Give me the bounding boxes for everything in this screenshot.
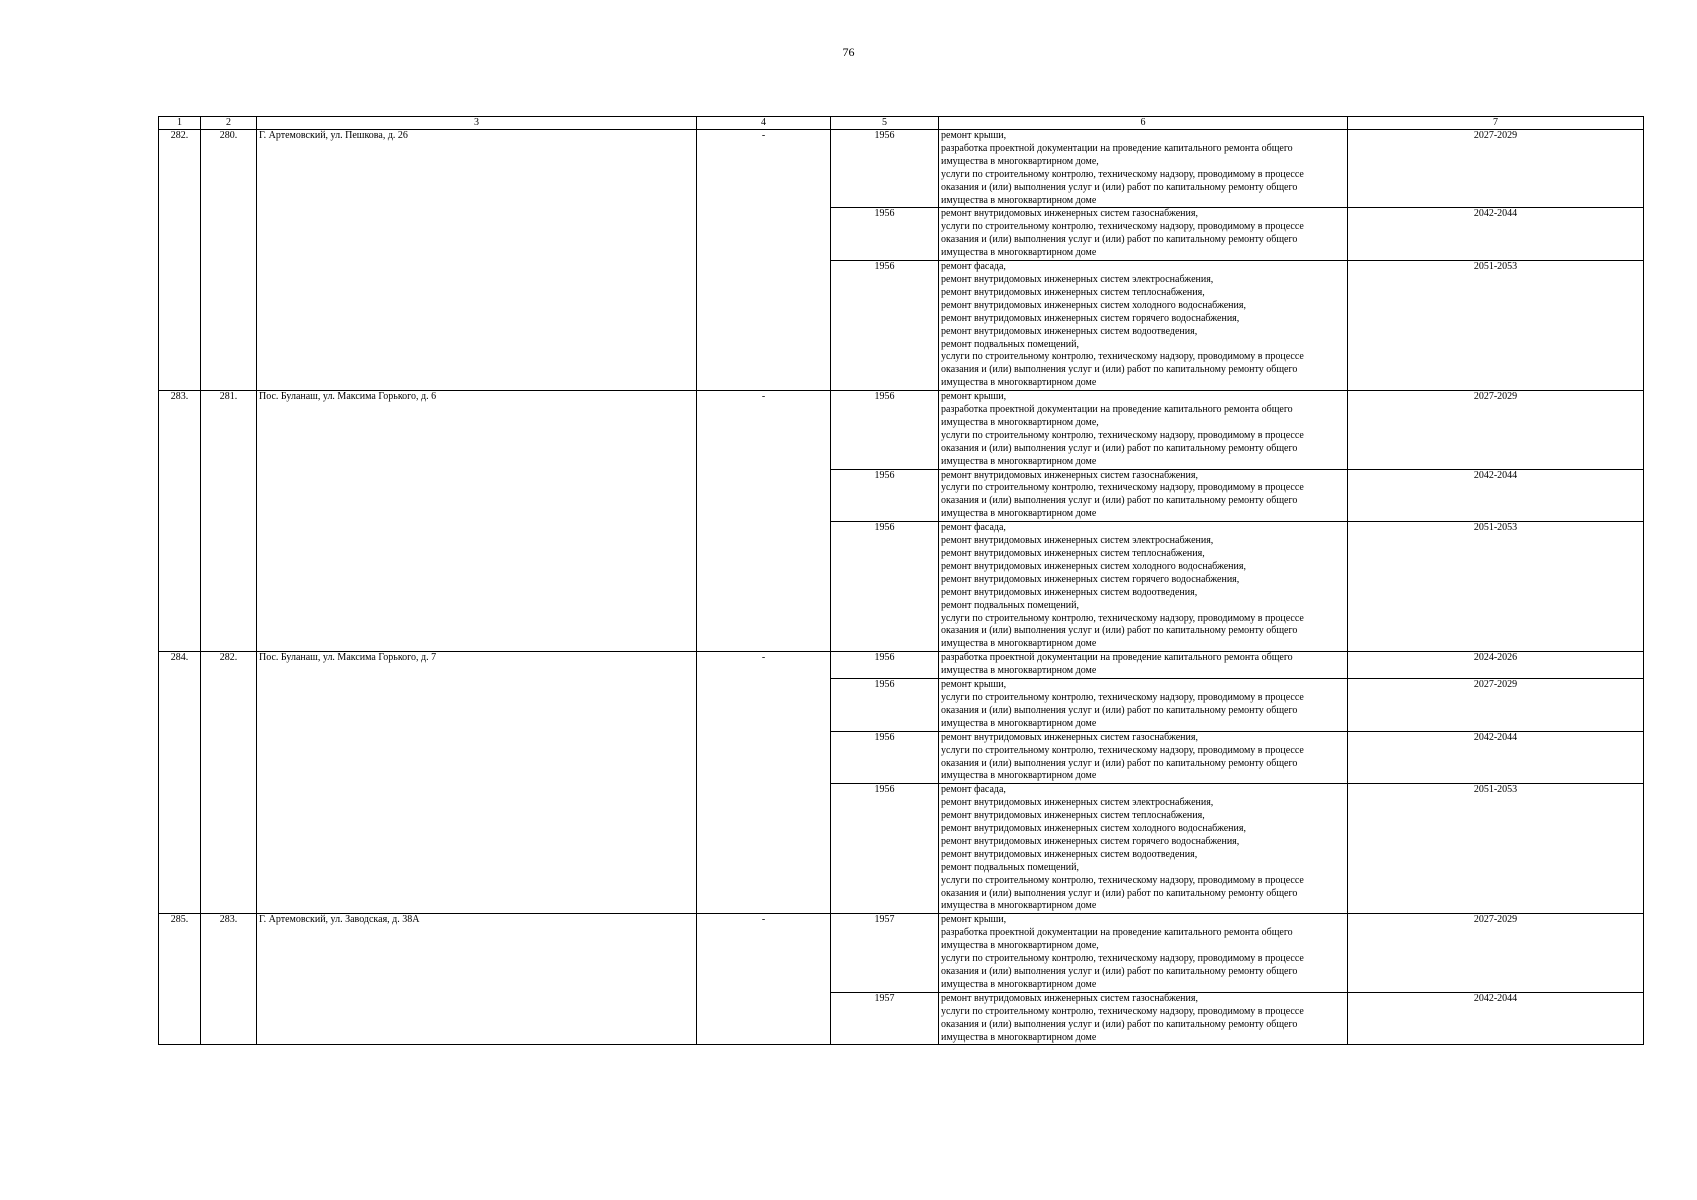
works-cell [939,784,1348,914]
house-number-cell: 283. [201,914,257,1045]
work-item: имущества в многоквартирном доме [941,900,1097,912]
column-header: 6 [939,117,1348,130]
row-number-cell: 285. [159,914,201,1045]
table-row [159,652,1644,679]
work-item: ремонт крыши, [941,914,1007,926]
house-number-cell: 281. [201,391,257,652]
column-header: 3 [257,117,697,130]
works-cell [939,130,1348,208]
year-cell: 1956 [831,522,939,652]
year-cell: 1956 [831,130,939,208]
work-item: ремонт внутридомовых инженерных систем теплоснабжения, [941,548,1205,559]
period-cell: 2051-2053 [1348,522,1644,652]
column-header: 5 [831,117,939,130]
works-cell [939,914,1348,992]
work-item: ремонт внутридомовых инженерных систем газоснабжения, [941,469,1198,481]
period-cell: 2027-2029 [1348,130,1644,208]
work-item: услуги по строительному контролю, техническому надзору, проводимому в процессе [941,612,1304,624]
col4-cell: - [697,391,831,652]
col4-cell: - [697,652,831,914]
work-item: имущества в многоквартирном доме [941,978,1097,990]
year-cell: 1956 [831,261,939,391]
work-item: ремонт внутридомовых инженерных систем холодного водоснабжения, [941,560,1246,572]
period-cell: 2042-2044 [1348,208,1644,261]
work-item: ремонт подвальных помещений, [941,599,1079,611]
work-item: имущества в многоквартирном доме [941,1031,1097,1043]
works-cell [939,652,1348,679]
works-cell [939,469,1348,522]
work-item: оказания и (или) выполнения услуг и (или) работ по капитальному ремонту общего [941,442,1298,454]
work-item: оказания и (или) выполнения услуг и (или) работ по капитальному ремонту общего [941,234,1298,246]
work-item: услуги по строительному контролю, техническому надзору, проводимому в процессе [941,168,1304,180]
page-number: 76 [842,45,855,59]
work-item: разработка проектной документации на проведение капитального ремонта общего [941,927,1293,939]
work-item: ремонт внутридомовых инженерных систем водоотведения, [941,586,1198,598]
period-cell: 2042-2044 [1348,992,1644,1045]
work-item: разработка проектной документации на проведение капитального ремонта общего [941,142,1293,154]
work-item: оказания и (или) выполнения услуг и (или) работ по капитальному ремонту общего [941,757,1298,769]
work-item: ремонт фасада, [941,522,1006,534]
work-item: ремонт внутридомовых инженерных систем газоснабжения, [941,208,1198,220]
year-cell: 1957 [831,914,939,992]
work-item: услуги по строительному контролю, техническому надзору, проводимому в процессе [941,351,1304,363]
works-cell [939,679,1348,732]
work-item: ремонт подвальных помещений, [941,338,1079,350]
column-header: 4 [697,117,831,130]
year-cell: 1956 [831,784,939,914]
period-cell: 2027-2029 [1348,391,1644,469]
work-item: ремонт внутридомовых инженерных систем электроснабжения, [941,273,1214,285]
work-item: оказания и (или) выполнения услуг и (или) работ по капитальному ремонту общего [941,181,1298,193]
work-item: разработка проектной документации на проведение капитального ремонта общего [941,652,1293,664]
column-number-row [159,117,1644,130]
period-cell: 2051-2053 [1348,784,1644,914]
work-item: ремонт подвальных помещений, [941,861,1079,873]
works-cell [939,992,1348,1045]
period-cell: 2027-2029 [1348,914,1644,992]
works-cell [939,731,1348,784]
work-item: ремонт внутридомовых инженерных систем электроснабжения, [941,797,1214,809]
work-item: имущества в многоквартирном доме [941,455,1097,467]
house-number-cell: 280. [201,130,257,391]
year-cell: 1956 [831,731,939,784]
column-header: 7 [1348,117,1644,130]
col4-cell: - [697,130,831,391]
work-item: оказания и (или) выполнения услуг и (или) работ по капитальному ремонту общего [941,1018,1298,1030]
period-cell: 2042-2044 [1348,469,1644,522]
table-body [159,130,1644,1045]
work-item: имущества в многоквартирном доме [941,638,1097,650]
address-cell: Пос. Буланаш, ул. Максима Горького, д. 7 [257,652,697,914]
work-item: имущества в многоквартирном доме [941,194,1097,206]
work-item: ремонт крыши, [941,130,1007,141]
work-item: услуги по строительному контролю, техническому надзору, проводимому в процессе [941,953,1304,965]
work-item: услуги по строительному контролю, техническому надзору, проводимому в процессе [941,429,1304,441]
work-item: имущества в многоквартирном доме [941,508,1097,520]
work-item: имущества в многоквартирном доме [941,247,1097,259]
work-item: ремонт внутридомовых инженерных систем холодного водоснабжения, [941,299,1246,311]
period-cell: 2051-2053 [1348,261,1644,391]
period-cell: 2042-2044 [1348,731,1644,784]
work-item: оказания и (или) выполнения услуг и (или) работ по капитальному ремонту общего [941,364,1298,376]
work-item: имущества в многоквартирном доме, [941,940,1099,952]
work-item: имущества в многоквартирном доме [941,377,1097,389]
table-row [159,130,1644,208]
column-header: 1 [159,117,201,130]
work-item: оказания и (или) выполнения услуг и (или) работ по капитальному ремонту общего [941,495,1298,507]
work-item: оказания и (или) выполнения услуг и (или) работ по капитальному ремонту общего [941,966,1298,977]
work-item: оказания и (или) выполнения услуг и (или) работ по капитальному ремонту общего [941,704,1298,716]
work-item: разработка проектной документации на проведение капитального ремонта общего [941,404,1293,416]
work-item: ремонт фасада, [941,784,1006,796]
works-cell [939,522,1348,652]
work-item: ремонт внутридомовых инженерных систем теплоснабжения, [941,286,1205,298]
address-cell: Г. Артемовский, ул. Заводская, д. 38А [257,914,697,1045]
work-item: имущества в многоквартирном доме, [941,416,1099,428]
work-item: оказания и (или) выполнения услуг и (или) работ по капитальному ремонту общего [941,887,1298,899]
year-cell: 1956 [831,679,939,732]
table-row [159,391,1644,469]
work-item: услуги по строительному контролю, техническому надзору, проводимому в процессе [941,874,1304,886]
work-item: услуги по строительному контролю, техническому надзору, проводимому в процессе [941,1005,1304,1017]
work-item: ремонт внутридомовых инженерных систем теплоснабжения, [941,810,1205,822]
column-header: 2 [201,117,257,130]
period-cell: 2027-2029 [1348,679,1644,732]
work-item: имущества в многоквартирном доме [941,665,1097,677]
row-number-cell: 284. [159,652,201,914]
work-item: ремонт внутридомовых инженерных систем водоотведения, [941,848,1198,860]
work-item: услуги по строительному контролю, техническому надзору, проводимому в процессе [941,221,1304,233]
repair-schedule-table [158,116,1644,1045]
work-item: ремонт внутридомовых инженерных систем холодного водоснабжения, [941,823,1246,835]
work-item: имущества в многоквартирном доме, [941,155,1099,167]
work-item: ремонт внутридомовых инженерных систем газоснабжения, [941,992,1198,1004]
works-cell [939,208,1348,261]
work-item: ремонт внутридомовых инженерных систем горячего водоснабжения, [941,312,1240,324]
work-item: ремонт внутридомовых инженерных систем газоснабжения, [941,731,1198,743]
work-item: ремонт внутридомовых инженерных систем горячего водоснабжения, [941,573,1240,585]
col4-cell: - [697,914,831,1045]
year-cell: 1956 [831,208,939,261]
work-item: ремонт внутридомовых инженерных систем водоотведения, [941,325,1198,337]
year-cell: 1956 [831,469,939,522]
year-cell: 1957 [831,992,939,1045]
row-number-cell: 283. [159,391,201,652]
works-cell [939,261,1348,391]
works-cell [939,391,1348,469]
row-number-cell: 282. [159,130,201,391]
work-item: услуги по строительному контролю, техническому надзору, проводимому в процессе [941,482,1304,494]
table-row [159,914,1644,992]
work-item: ремонт фасада, [941,261,1006,273]
work-item: оказания и (или) выполнения услуг и (или) работ по капитальному ремонту общего [941,625,1298,637]
work-item: ремонт внутридомовых инженерных систем горячего водоснабжения, [941,835,1240,847]
work-item: имущества в многоквартирном доме [941,770,1097,782]
work-item: ремонт внутридомовых инженерных систем электроснабжения, [941,535,1214,547]
address-cell: Г. Артемовский, ул. Пешкова, д. 26 [257,130,697,391]
work-item: имущества в многоквартирном доме [941,717,1097,729]
work-item: ремонт крыши, [941,391,1007,403]
work-item: услуги по строительному контролю, техническому надзору, проводимому в процессе [941,744,1304,756]
period-cell: 2024-2026 [1348,652,1644,679]
year-cell: 1956 [831,391,939,469]
work-item: ремонт крыши, [941,679,1007,691]
address-cell: Пос. Буланаш, ул. Максима Горького, д. 6 [257,391,697,652]
year-cell: 1956 [831,652,939,679]
house-number-cell: 282. [201,652,257,914]
work-item: услуги по строительному контролю, техническому надзору, проводимому в процессе [941,691,1304,703]
